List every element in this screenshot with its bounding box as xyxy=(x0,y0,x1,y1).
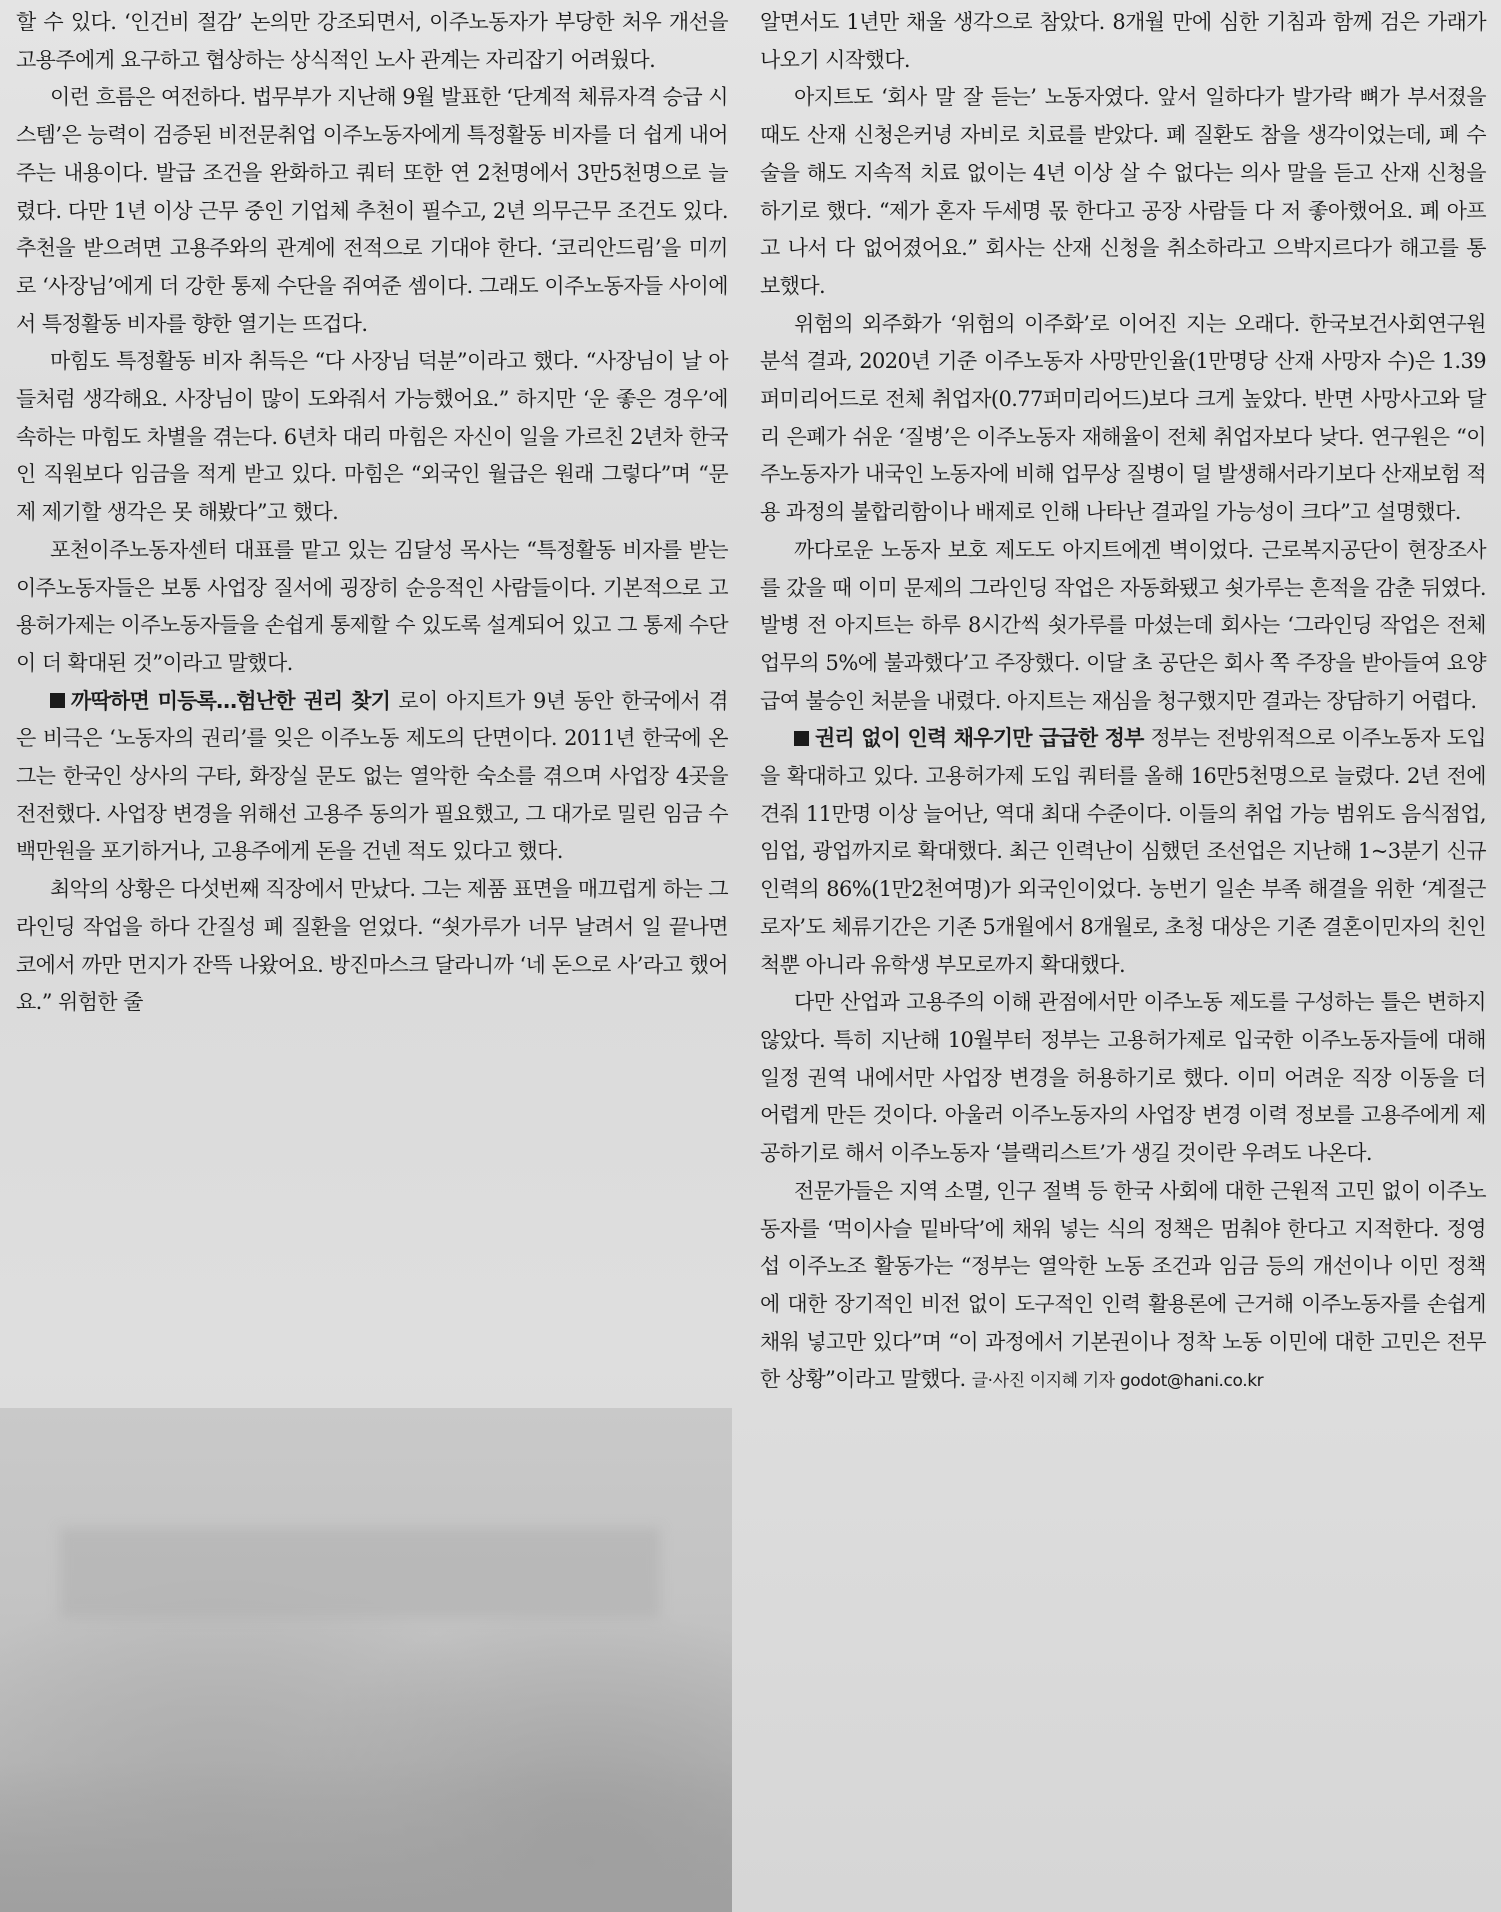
byline: 글·사진 이지혜 기자 godot@hani.co.kr xyxy=(971,1371,1264,1392)
paragraph: 까다로운 노동자 보호 제도도 아지트에겐 벽이었다. 근로복지공단이 현장조사를 갔을 때 이미 문제의 그라인딩 작업은 자동화됐고 쇳가루는 흔적을 감춘 뒤였다. 발병 전 아지트는 하루 8시간씩 쇳가루를 마셨는데 회사는 ‘그라인딩 작업은 전체 업무의 5%에 불과했다’고 주장했다. 이달 초 공단은 회사 쪽 주장을 받아들여 요양급여 불승인 처분을 내렸다. 아지트는 재심을 청구했지만 결과는 장담하기 어렵다. xyxy=(760,537,1486,713)
paragraph: 다만 산업과 고용주의 이해 관점에서만 이주노동 제도를 구성하는 틀은 변하지 않았다. 특히 지난해 10월부터 정부는 고용허가제로 입국한 이주노동자들에 대해 일정 권역 내에서만 사업장 변경을 허용하기로 했다. 이미 어려운 직장 이동을 더 어렵게 만든 것이다. 아울러 이주노동자의 사업장 변경 이력 정보를 고용주에게 제공하기로 해서 이주노동자 ‘블랙리스트’가 생길 것이란 우려도 나온다. xyxy=(760,990,1486,1166)
photo-ground xyxy=(0,1762,732,1912)
subheading-text: 까딱하면 미등록…험난한 권리 찾기 xyxy=(71,688,391,713)
photo-haze xyxy=(60,1528,660,1618)
subheading xyxy=(50,689,390,713)
article-left-column xyxy=(16,4,728,1022)
subheading xyxy=(794,726,1144,750)
subheading-text: 권리 없이 인력 채우기만 급급한 정부 xyxy=(815,726,1144,751)
paragraph-text: 전문가들은 지역 소멸, 인구 절벽 등 한국 사회에 대한 근원적 고민 없이 이주노동자를 ‘먹이사슬 밑바닥’에 채워 넣는 식의 정책은 멈춰야 한다고 지적한다. 정영섭 이주노조 활동가는 “정부는 열악한 노동 조건과 임금 등의 개선이나 이민 정책에 대한 장기적인 비전 없이 도구적인 인력 활용론에 근거해 이주노동자를 손쉽게 채워 넣고만 있다”며 “이 과정에서 기본권이나 정착 노동 이민에 대한 고민은 전무한 상황”이라고 말했다. xyxy=(760,1178,1486,1392)
paragraph: 최악의 상황은 다섯번째 직장에서 만났다. 그는 제품 표면을 매끄럽게 하는 그라인딩 작업을 하다 간질성 폐 질환을 얻었다. “쇳가루가 너무 날려서 일 끝나면 코에서 까만 먼지가 잔뜩 나왔어요. 방진마스크 달라니까 ‘네 돈으로 사’라고 했어요.” 위험한 줄 xyxy=(16,877,728,1015)
paragraph-with-subheading xyxy=(16,683,728,872)
paragraph-text: 정부는 전방위적으로 이주노동자 도입을 확대하고 있다. 고용허가제 도입 쿼터를 올해 16만5천명으로 늘렸다. 2년 전에 견줘 11만명 이상 늘어난, 역대 최대 수준이다. 이들의 취업 가능 범위도 음식점업, 임업, 광업까지로 확대했다. 최근 인력난이 심했던 조선업은 지난해 1~3분기 신규 인력의 86%(1만2천여명)가 외국인이었다. 농번기 일손 부족 해결을 위한 ‘계절근로자’도 체류기간은 기존 5개월에서 8개월로, 초청 대상은 기존 결혼이민자의 친인척뿐 아니라 유학생 부모로까지 확대했다. xyxy=(760,726,1486,977)
paragraph: 아지트도 ‘회사 말 잘 듣는’ 노동자였다. 앞서 일하다가 발가락 뼈가 부서졌을 때도 산재 신청은커녕 자비로 치료를 받았다. 폐 질환도 참을 생각이었는데, 폐 수술을 해도 지속적 치료 없이는 4년 이상 살 수 없다는 의사 말을 듣고 산재 신청을 하기로 했다. “제가 혼자 두세명 몫 한다고 공장 사람들 다 저 좋아했어요. 폐 아프고 나서 다 없어졌어요.” 회사는 산재 신청을 취소하라고 으박지르다가 해고를 통보했다. xyxy=(760,85,1486,298)
article-photo xyxy=(0,1408,732,1912)
article-right-column xyxy=(760,4,1486,1401)
paragraph-with-byline xyxy=(760,1173,1486,1401)
paragraph: 마힘도 특정활동 비자 취득은 “다 사장님 덕분”이라고 했다. “사장님이 날 아들처럼 생각해요. 사장님이 많이 도와줘서 가능했어요.” 하지만 ‘운 좋은 경우’에 속하는 마힘도 차별을 겪는다. 6년차 대리 마힘은 자신이 일을 가르친 2년차 한국인 직원보다 임금을 적게 받고 있다. 마힘은 “외국인 월급은 원래 그렇다”며 “문제 제기할 생각은 못 해봤다”고 했다. xyxy=(16,349,728,525)
paragraph: 이런 흐름은 여전하다. 법무부가 지난해 9월 발표한 ‘단계적 체류자격 승급 시스템’은 능력이 검증된 비전문취업 이주노동자에게 특정활동 비자를 더 쉽게 내어주는 내용이다. 발급 조건을 완화하고 쿼터 또한 연 2천명에서 3만5천명으로 늘렸다. 다만 1년 이상 근무 중인 기업체 추천이 필수고, 2년 의무근무 조건도 있다. 추천을 받으려면 고용주와의 관계에 전적으로 기대야 한다. ‘코리안드림’을 미끼로 ‘사장님’에게 더 강한 통제 수단을 쥐여준 셈이다. 그래도 이주노동자들 사이에서 특정활동 비자를 향한 열기는 뜨겁다. xyxy=(16,85,728,336)
paragraph: 포천이주노동자센터 대표를 맡고 있는 김달성 목사는 “특정활동 비자를 받는 이주노동자들은 보통 사업장 질서에 굉장히 순응적인 사람들이다. 기본적으로 고용허가제는 이주노동자들을 손쉽게 통제할 수 있도록 설계되어 있고 그 통제 수단이 더 확대된 것”이라고 말했다. xyxy=(16,537,728,675)
paragraph-with-subheading xyxy=(760,720,1486,984)
paragraph: 알면서도 1년만 채울 생각으로 참았다. 8개월 만에 심한 기침과 함께 검은 가래가 나오기 시작했다. xyxy=(760,10,1486,72)
square-bullet-icon xyxy=(50,693,65,708)
paragraph: 위험의 외주화가 ‘위험의 이주화’로 이어진 지는 오래다. 한국보건사회연구원 분석 결과, 2020년 기준 이주노동자 사망만인율(1만명당 산재 사망자 수)은 1.39퍼미리어드로 전체 취업자(0.77퍼미리어드)보다 크게 높았다. 반면 사망사고와 달리 은폐가 쉬운 ‘질병’은 이주노동자 재해율이 전체 취업자보다 낮다. 연구원은 “이주노동자가 내국인 노동자에 비해 업무상 질병이 덜 발생해서라기보다 산재보험 적용 과정의 불합리함이나 배제로 인해 나타난 결과일 가능성이 크다”고 설명했다. xyxy=(760,311,1486,525)
paragraph-text: 로이 아지트가 9년 동안 한국에서 겪은 비극은 ‘노동자의 권리’를 잊은 이주노동 제도의 단면이다. 2011년 한국에 온 그는 한국인 상사의 구타, 화장실 문도 없는 열악한 숙소를 겪으며 사업장 4곳을 전전했다. 사업장 변경을 위해선 고용주 동의가 필요했고, 그 대가로 밀린 임금 수백만원을 포기하거나, 고용주에게 돈을 건넨 적도 있다고 했다. xyxy=(16,688,728,864)
paragraph: 할 수 있다. ‘인건비 절감’ 논의만 강조되면서, 이주노동자가 부당한 처우 개선을 고용주에게 요구하고 협상하는 상식적인 노사 관계는 자리잡기 어려웠다. xyxy=(16,10,728,72)
square-bullet-icon xyxy=(794,731,809,746)
